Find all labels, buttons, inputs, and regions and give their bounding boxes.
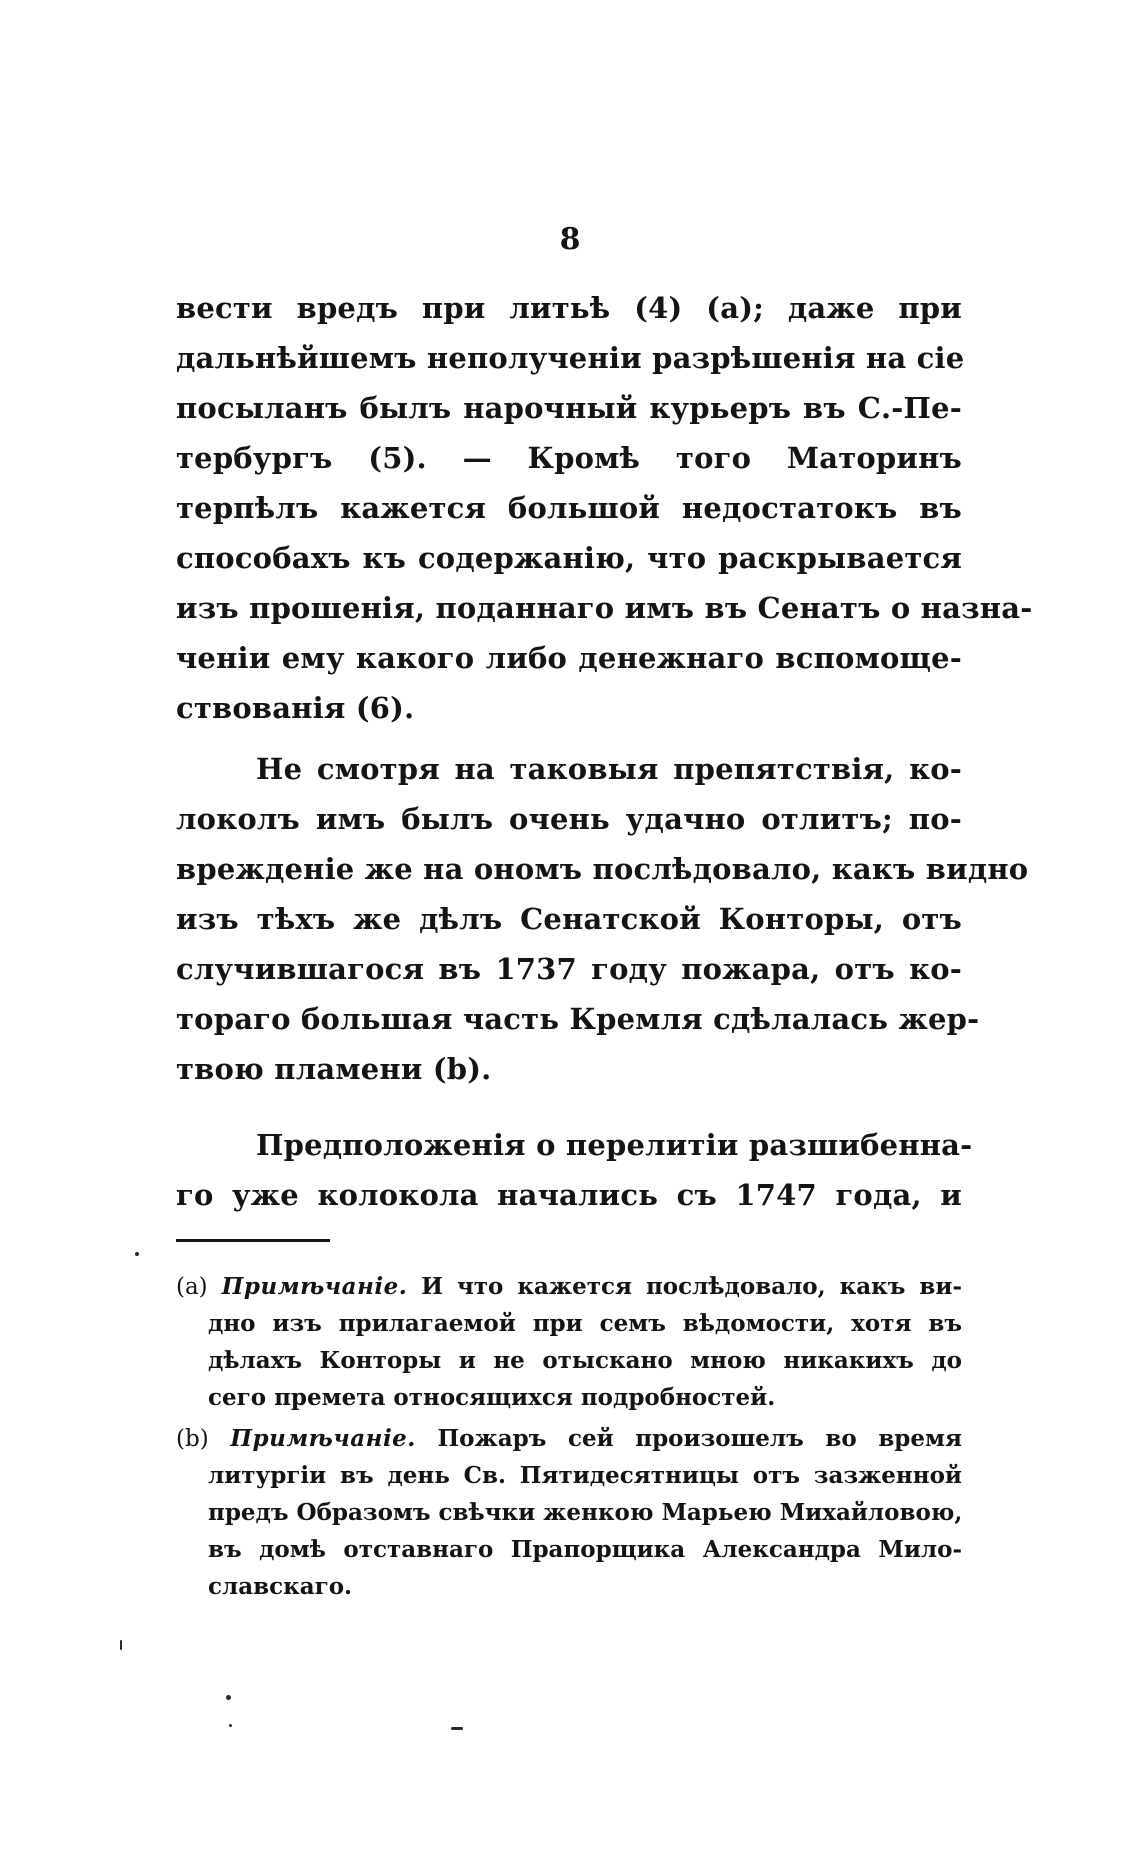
text-line: изъ прошенія, поданнаго имъ въ Сенатъ о назна- (176, 591, 1033, 625)
footnote-line: предъ Образомъ свѣчки женкою Марьею Михайловою, (208, 1499, 963, 1526)
scan-speck (451, 1727, 463, 1730)
text-line: тербургъ (5). — Кромѣ того Маторинъ (176, 441, 962, 475)
footnote-text: И что кажется послѣдовало, какъ ви- (421, 1273, 962, 1300)
footnote-label: Примѣчаніе. (221, 1273, 408, 1300)
footnote-line: литургіи въ день Св. Пятидесятницы отъ зазженной (208, 1462, 962, 1489)
text-line: изъ тѣхъ же дѣлъ Сенатской Конторы, отъ (176, 902, 962, 936)
scan-speck (226, 1695, 231, 1700)
footnote-text: Пожаръ сей произошелъ во время (437, 1425, 962, 1452)
footnote-line: дно изъ прилагаемой при семъ вѣдомости, хотя въ (208, 1310, 962, 1337)
footnote-label: Примѣчаніе. (230, 1425, 416, 1452)
page-number: 8 (559, 222, 581, 257)
scan-speck (229, 1724, 232, 1727)
footnote-divider (176, 1239, 330, 1242)
text-line: случившагося въ 1737 году пожара, отъ ко- (176, 952, 962, 986)
footnote-marker: (а) (176, 1274, 208, 1300)
text-line: тораго большая часть Кремля сдѣлалась жер- (176, 1002, 980, 1036)
text-line: Предположенія о перелитіи разшибенна- (256, 1128, 973, 1162)
footnote-marker: (b) (176, 1426, 209, 1452)
text-line: способахъ къ содержанію, что раскрывается (176, 541, 962, 575)
text-line: терпѣлъ кажется большой недостатокъ въ (176, 491, 962, 525)
text-line: вести вредъ при литьѣ (4) (а); даже при (176, 291, 962, 325)
paragraph-1 (176, 283, 1033, 733)
footnote-b (176, 1420, 962, 1605)
text-line: го уже колокола начались съ 1747 года, и (176, 1178, 962, 1212)
footnote-line: славскаго. (208, 1573, 353, 1600)
footnote-line: дѣлахъ Конторы и не отыскано мною никакихъ до (208, 1347, 962, 1374)
text-line: ченіи ему какого либо денежнаго вспомоще- (176, 641, 962, 675)
paragraph-2 (176, 744, 1029, 1094)
text-line: посыланъ былъ нарочный курьеръ въ С.-Пе- (176, 391, 962, 425)
text-line: врежденіе же на ономъ послѣдовало, какъ видно (176, 852, 1029, 886)
scan-speck (120, 1640, 122, 1650)
footnote-line: сего премета относящихся подробностей. (208, 1384, 776, 1411)
paragraph-3 (176, 1120, 973, 1220)
footnote-line: въ домѣ отставнаго Прапорщика Александра Мило- (208, 1536, 962, 1563)
footnote-a (176, 1268, 962, 1416)
text-line: твою пламени (b). (176, 1052, 492, 1086)
text-line: локолъ имъ былъ очень удачно отлитъ; по- (176, 802, 962, 836)
text-line: дальнѣйшемъ неполученіи разрѣшенія на сіе (176, 341, 965, 375)
text-line: ствованія (6). (176, 691, 415, 725)
scan-speck (135, 1252, 139, 1256)
text-line: Не смотря на таковыя препятствія, ко- (256, 752, 962, 786)
